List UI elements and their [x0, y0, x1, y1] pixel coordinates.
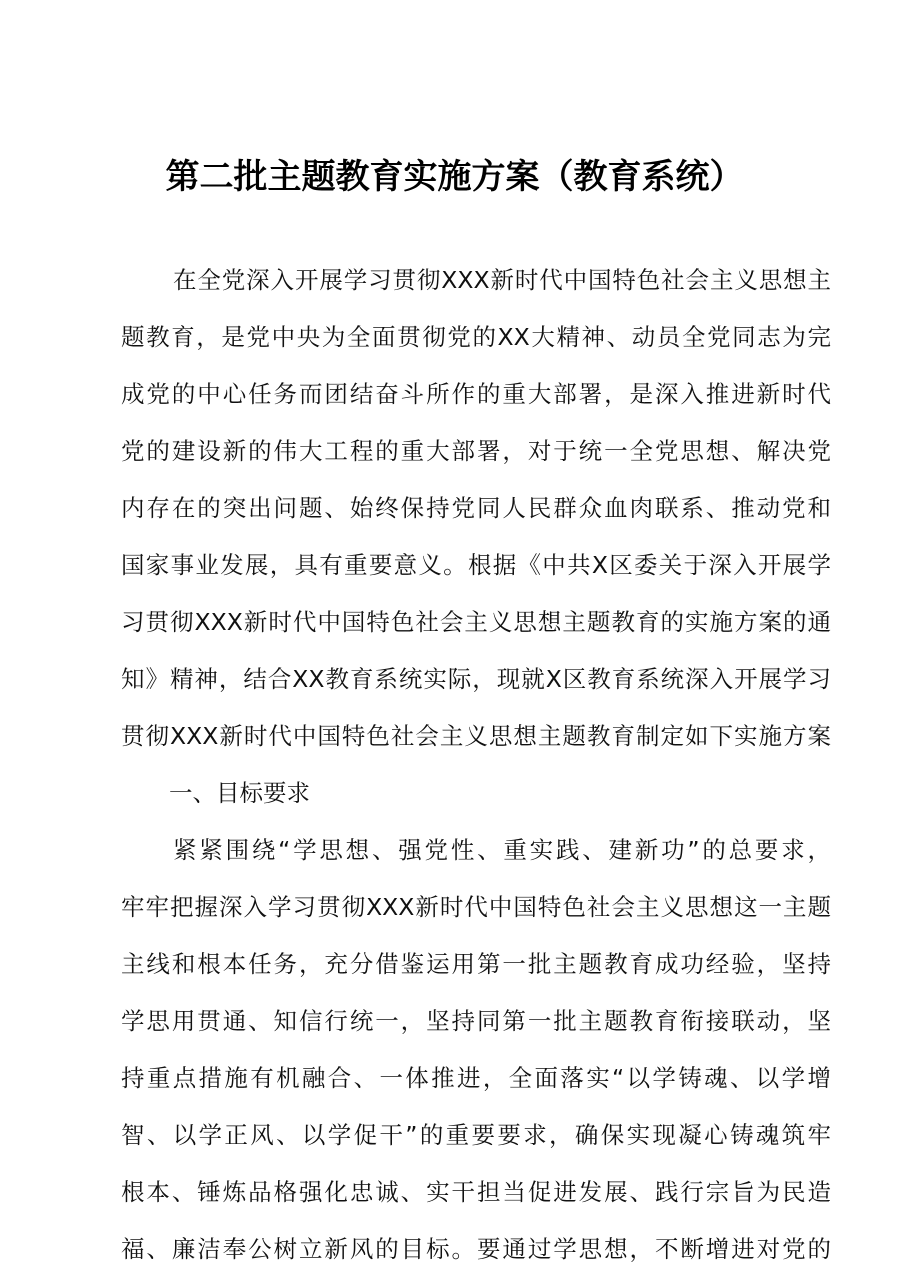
paragraph-intro — [121, 252, 831, 765]
text-line: 习贯彻XXX新时代中国特色社会主义思想主题教育的实施方案的通 — [121, 608, 831, 636]
paragraph-goals — [121, 822, 831, 1278]
text-line: 根本、锤炼品格强化忠诚、实干担当促进发展、践行宗旨为民造 — [121, 1178, 831, 1206]
text-line: 牢牢把握深入学习贯彻XXX新时代中国特色社会主义思想这一主题 — [121, 893, 831, 921]
document-body — [121, 252, 831, 1278]
document-title: 第二批主题教育实施方案（教育系统） — [165, 157, 744, 197]
text-line: 智、以学正风、以学促干”的重要要求，确保实现凝心铸魂筑牢 — [121, 1121, 831, 1149]
text-line: 主线和根本任务，充分借鉴运用第一批主题教育成功经验，坚持 — [121, 950, 831, 978]
text-line: 福、廉洁奉公树立新风的目标。要通过学思想，不断增进对党的 — [121, 1235, 831, 1263]
text-line: 学思用贯通、知信行统一，坚持同第一批主题教育衔接联动，坚 — [121, 1007, 831, 1035]
text-line: 党的建设新的伟大工程的重大部署，对于统一全党思想、解决党 — [121, 437, 831, 465]
text-line: 知》精神，结合XX教育系统实际，现就X区教育系统深入开展学习 — [121, 665, 831, 693]
section-heading: 一、目标要求 — [169, 779, 310, 807]
text-line: 内存在的突出问题、始终保持党同人民群众血肉联系、推动党和 — [121, 494, 831, 522]
text-line: 题教育，是党中央为全面贯彻党的XX大精神、动员全党同志为完 — [121, 323, 831, 351]
text-line: 持重点措施有机融合、一体推进，全面落实“以学铸魂、以学增 — [121, 1064, 831, 1092]
text-line: 成党的中心任务而团结奋斗所作的重大部署，是深入推进新时代 — [121, 380, 831, 408]
text-line: 贯彻XXX新时代中国特色社会主义思想主题教育制定如下实施方案 — [121, 722, 831, 750]
text-line: 紧紧围绕“学思想、强党性、重实践、建新功”的总要求， — [173, 836, 831, 864]
text-line: 国家事业发展，具有重要意义。根据《中共X区委关于深入开展学 — [121, 551, 831, 579]
text-line: 在全党深入开展学习贯彻XXX新时代中国特色社会主义思想主 — [173, 266, 831, 294]
